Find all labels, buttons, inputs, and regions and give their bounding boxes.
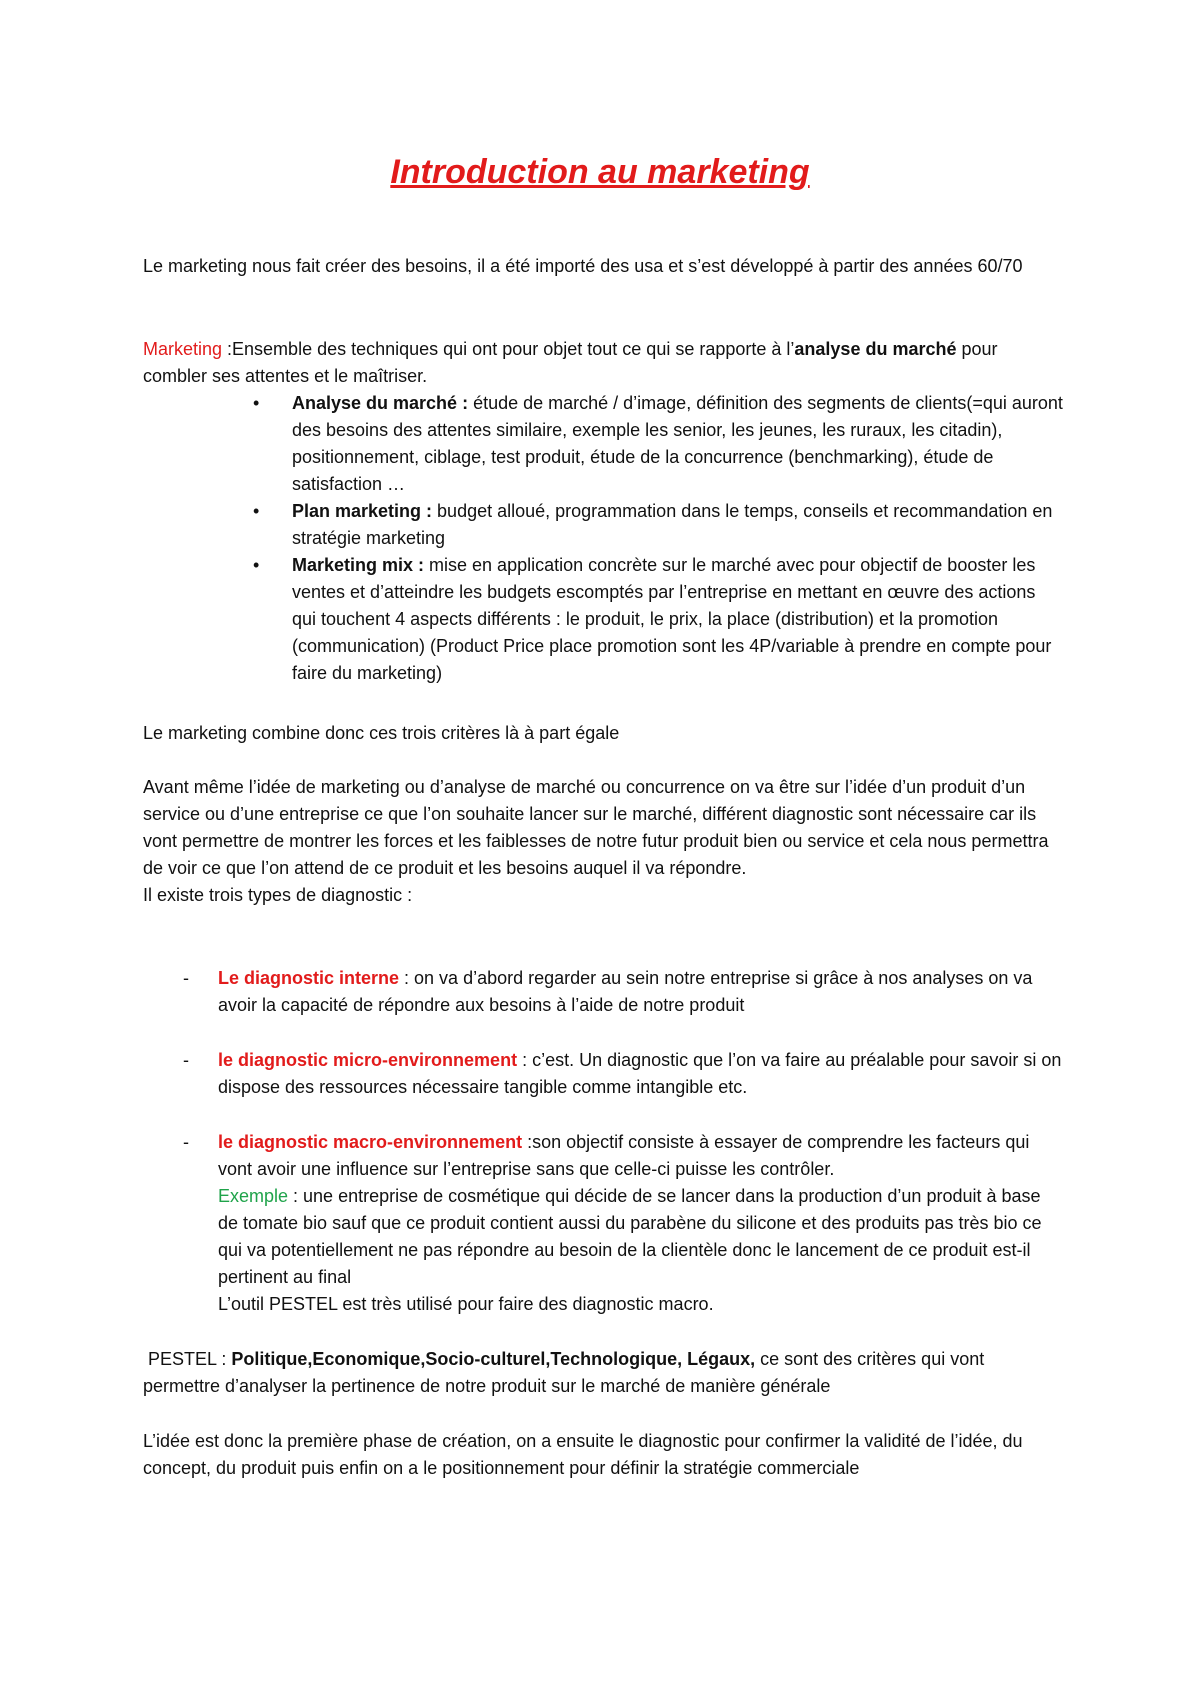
definition-text-b: pour combler ses attentes et le maîtriser.	[143, 339, 998, 386]
list-item	[143, 498, 1063, 552]
example-label: Exemple	[218, 1186, 289, 1206]
diagnostic-text: : on va d’abord regarder au sein notre entreprise si grâce à nos analyses on va avoir la capacité de répondre aux besoins à l’aide de notre produit	[218, 968, 1033, 1015]
diagnostics-section-2	[143, 1047, 1063, 1101]
bullet-text: mise en application concrète sur le marché avec pour objectif de booster les ventes et d’atteindre les budgets escomptés par l’entreprise en mettant en œuvre des actions qui touchent 4 aspects différents : le produit, le prix, la place (distribution) et la promotion (communication) (Product Price place promotion sont les 4P/variable à prendre en compte pour faire du marketing)	[292, 555, 1052, 683]
marketing-bullet-list	[143, 390, 1063, 687]
combine-paragraph	[143, 720, 1063, 747]
conclusion-text: L’idée est donc la première phase de création, on a ensuite le diagnostic pour confirmer la validité de l’idée, du concept, du produit puis enfin on a le positionnement pour définir la stratégie commerciale	[143, 1431, 1023, 1478]
list-item	[143, 1047, 1063, 1101]
pestel-description: ce sont des critères qui vont permettre d’analyser la pertinence de notre produit sur le marché de manière générale	[143, 1349, 985, 1396]
combine-text: Le marketing combine donc ces trois critères là à part égale	[143, 723, 620, 743]
conclusion-paragraph	[143, 1428, 1063, 1482]
bullet-label: Analyse du marché :	[292, 393, 469, 413]
avant-text: Avant même l’idée de marketing ou d’analyse de marché ou concurrence on va être sur l’idée d’un produit d’un service ou d’une entreprise ce que l’on souhaite lancer sur le marché, différent diagnostic sont nécessaire car ils vont permettre de montrer les forces et les faiblesses de notre futur produit bien ou service et cela nous permettra de voir ce que l’on attend de ce produit et les besoins auquel il va répondre.	[143, 777, 1049, 878]
definition-term: Marketing	[143, 339, 223, 359]
pestel-note: L’outil PESTEL est très utilisé pour faire des diagnostic macro.	[218, 1294, 714, 1314]
bullet-label: Plan marketing :	[292, 501, 433, 521]
bullet-mark: •	[253, 393, 260, 413]
intro-paragraph	[143, 253, 1063, 280]
definition-paragraph	[143, 336, 1063, 390]
page-title: Introduction au marketing	[390, 153, 810, 191]
diagnostic-label: le diagnostic micro-environnement	[218, 1050, 518, 1070]
diagnostics-section	[143, 965, 1063, 1019]
diagnostic-list	[143, 1047, 1063, 1101]
dash-mark: -	[183, 968, 189, 988]
list-item	[143, 552, 1063, 687]
definition-text-a: :Ensemble des techniques qui ont pour objet tout ce qui se rapporte à l’	[222, 339, 795, 359]
intro-text: Le marketing nous fait créer des besoins, il a été importé des usa et s’est développé à partir des années 60/70	[143, 256, 1023, 276]
pestel-label: PESTEL :	[148, 1349, 227, 1369]
pestel-text	[143, 1346, 1063, 1400]
diagnostic-list	[143, 1129, 1063, 1318]
diagnostic-list	[143, 965, 1063, 1019]
definition-bold: analyse du marché	[794, 339, 957, 359]
diagnostics-section-3	[143, 1129, 1063, 1318]
diagnostic-label: Le diagnostic interne	[218, 968, 400, 988]
bullet-label: Marketing mix :	[292, 555, 425, 575]
bullet-mark: •	[253, 555, 260, 575]
definition-section	[143, 336, 1063, 687]
diagnostic-text: :son objectif consiste à essayer de comprendre les facteurs qui vont avoir une influence sur l’entreprise sans que celle-ci puisse les contrôler.	[218, 1132, 1030, 1179]
dash-mark: -	[183, 1050, 189, 1070]
types-intro: Il existe trois types de diagnostic :	[143, 885, 413, 905]
dash-mark: -	[183, 1132, 189, 1152]
list-item	[143, 965, 1063, 1019]
list-item	[143, 390, 1063, 498]
pestel-paragraph	[143, 1346, 1063, 1400]
example-text: : une entreprise de cosmétique qui décide de se lancer dans la production d’un produit à base de tomate bio sauf que ce produit contient aussi du parabène du silicone et des produits pas très bio ce qui va potentiellement ne pas répondre au besoin de la clientèle donc le lancement de ce produit est-il pertinent au final	[218, 1186, 1042, 1287]
bullet-mark: •	[253, 501, 260, 521]
diagnostic-text: : c’est. Un diagnostic que l’on va faire au préalable pour savoir si on dispose des ressources nécessaire tangible comme intangible etc.	[218, 1050, 1062, 1097]
pestel-bold-list: Politique,Economique,Socio-culturel,Technologique, Légaux,	[226, 1349, 756, 1369]
diagnostic-label: le diagnostic macro-environnement	[218, 1132, 523, 1152]
bullet-text: étude de marché / d’image, définition des segments de clients(=qui auront des besoins des attentes similaire, exemple les senior, les jeunes, les ruraux, les citadin), positionnement, ciblage, test produit, étude de la concurrence (benchmarking), étude de satisfaction …	[292, 393, 1063, 494]
avant-paragraph	[143, 774, 1063, 909]
list-item	[143, 1129, 1063, 1318]
bullet-text: budget alloué, programmation dans le temps, conseils et recommandation en stratégie marketing	[292, 501, 1053, 548]
